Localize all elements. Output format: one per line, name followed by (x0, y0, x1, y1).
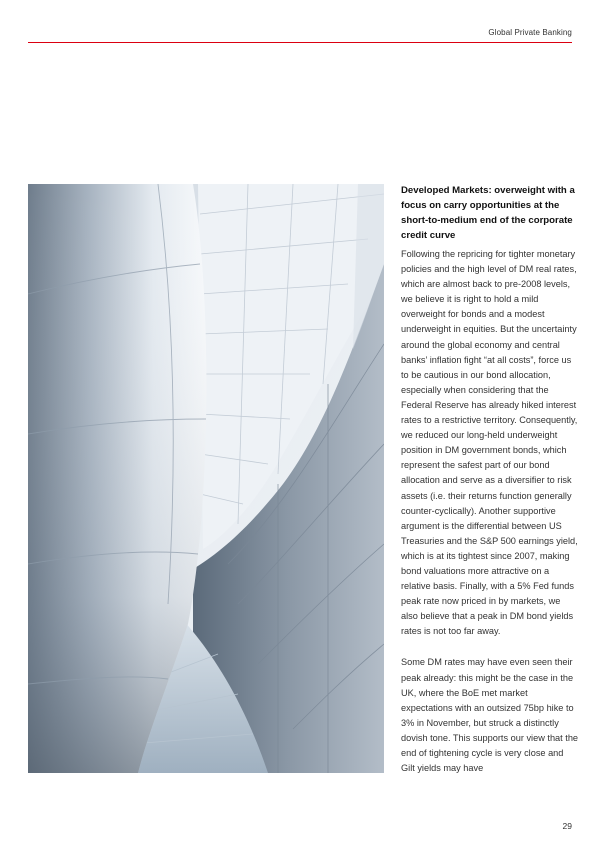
page-header (28, 0, 572, 44)
header-rule (28, 42, 572, 43)
architecture-photo-icon (28, 184, 384, 773)
architecture-photo (28, 184, 384, 773)
article-paragraph-1: Following the repricing for tighter monetary policies and the high level of DM real rates, which are almost back to pre-2008 levels, we believe it is right to hold a mild overweight for bonds and a modest underweight in equities. But the uncertainty around the global economy and central banks’ inflation fight “at all costs”, force us to be cautious in our bond allocation, especially when considering that the Federal Reserve has already hiked interest rates to a restrictive territory. Consequently, we reduced our long-held underweight position in DM government bonds, which represent the safest part of our bond allocation and serve as a diversifier to risk assets (i.e. their returns function generally counter-cyclically). Another supportive argument is the differential between US Treasuries and the S&P 500 earnings yield, which is at its tightest since 2007, making bond valuations more attractive on a relative basis. Finally, with a 5% Fed funds peak rate now priced in by markets, we also believe that a peak in DM bond yields rates is not too far away. (401, 249, 578, 637)
article-column (401, 183, 579, 776)
article-paragraph-2: Some DM rates may have even seen their peak already: this might be the case in the UK, where the BoE met market expectations with an outsized 75bp hike to 3% in November, but struck a distinctly dovish tone. This supports our view that the end of tightening cycle is very close and Gilt yields may have (401, 657, 579, 774)
page-number: 29 (562, 821, 572, 831)
article-heading: Developed Markets: overweight with a focus on carry opportunities at the short-to-medium end of the corporate credit curve (401, 185, 575, 241)
section-label: Global Private Banking (488, 28, 572, 37)
